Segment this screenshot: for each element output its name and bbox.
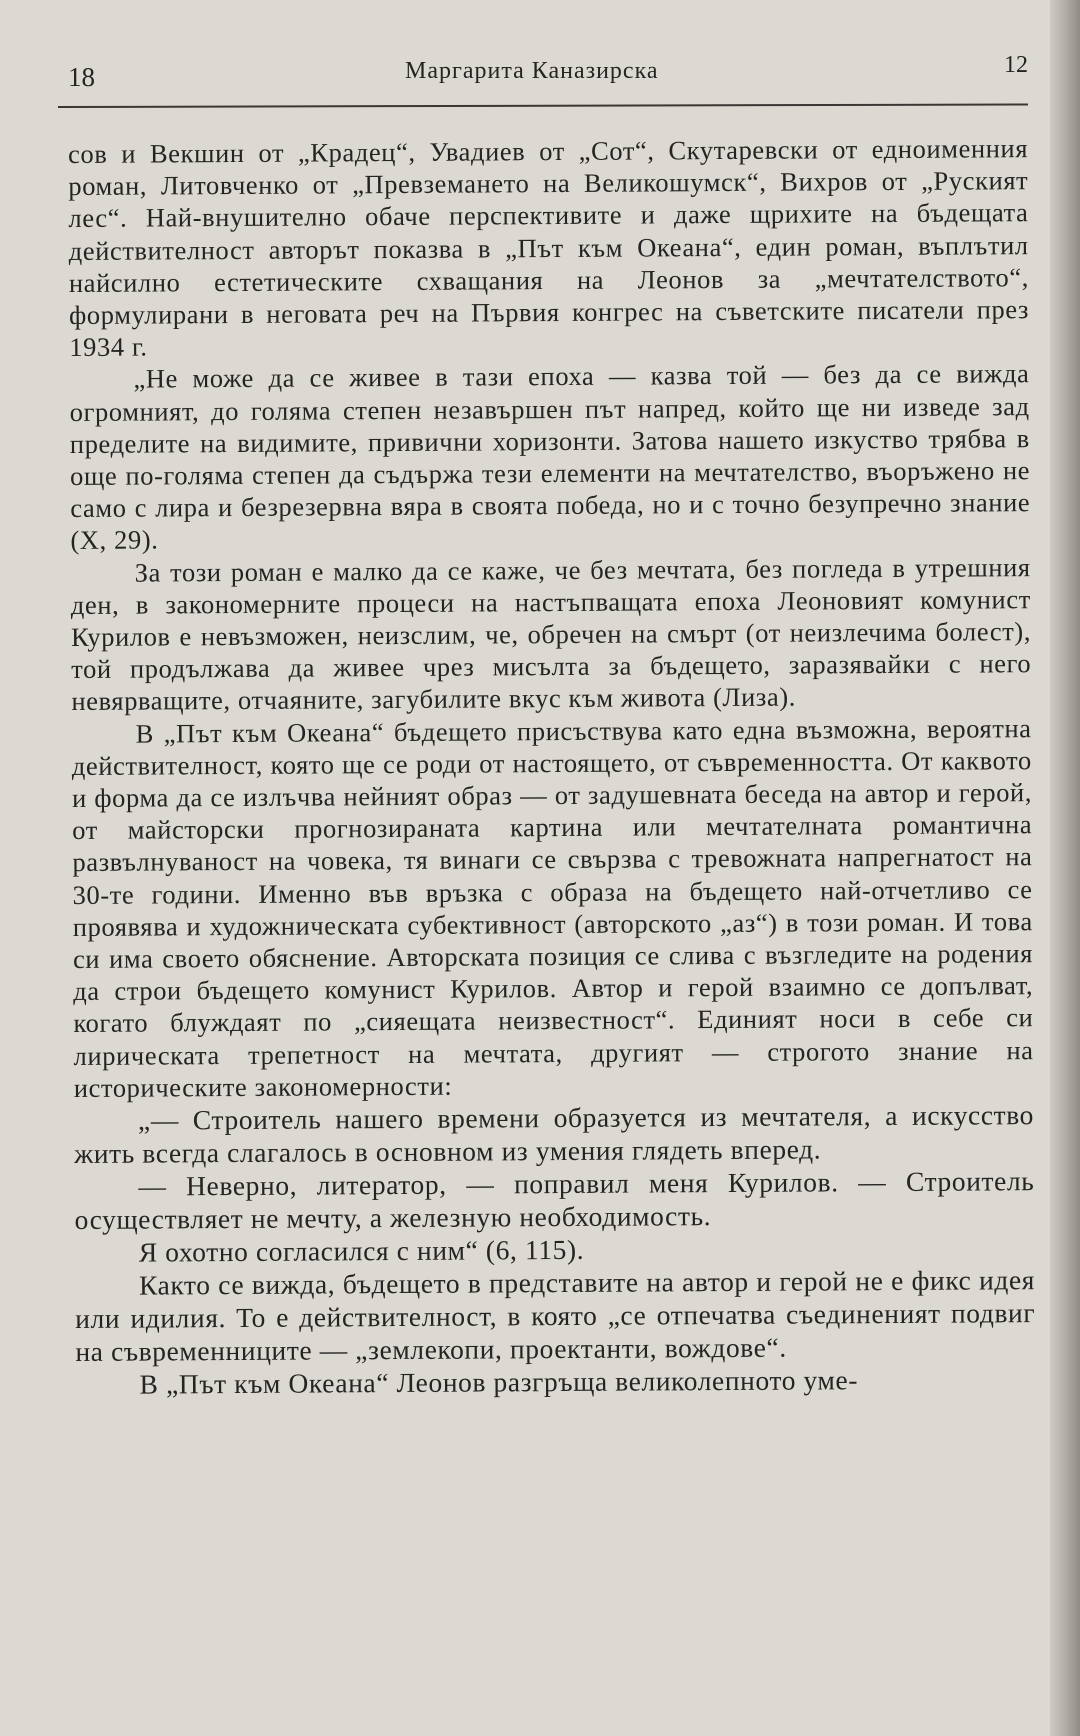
quote-paragraph: — Неверно, литератор, — поправил меня Курилов. — Строитель осуществляет не мечту, а железную необходимость. <box>74 1165 1035 1236</box>
quote-paragraph: Я охотно согласился с ним“ (6, 115). <box>138 1233 585 1268</box>
body-text <box>68 132 1036 1401</box>
book-spine-shadow <box>1050 0 1080 1736</box>
paragraph: Както се вижда, бъдещето в представите на автор и герой не е фикс идея или идилия. То е действителност, в която „се отпечатва съединеният подвиг на съвременниците — „землекопи, проектанти, вождове“. <box>75 1264 1036 1368</box>
quote-paragraph: „— Строитель нашего времени образуется из мечтателя, а искусство жить всегда слагалось в основном из умения глядеть вперед. <box>74 1099 1035 1170</box>
page-number-left: 18 <box>68 62 95 92</box>
page-header <box>68 52 1028 96</box>
header-rule <box>58 103 1028 108</box>
paragraph: В „Път към Океана“ бъдещето присъствува като една възможна, вероятна действителност, която ще се роди от настоящето, от съвременността. От каквото и форма да се излъчва нейният образ — от задушевната беседа на автор и герой, от майсторски прогнозираната картина или мечтателната романтична развълнуваност на човека, тя винаги се свързва с тревожната напрегнатост на 30-те години. Именно във връзка с образа на бъдещето най-отчетливо се проявява и художническата субективност (авторското „аз“) в този роман. И това си има своето обяснение. Авторската позиция се слива с възгледите на родения да строи бъдещето комунист Курилов. Автор и герой взаимно се допълват, когато блуждаят по „сияещата неизвестност“. Единият носи в себе си лирическата трепетност на мечтата, другият — строгото знание на историческите закономерности: <box>71 712 1034 1103</box>
page-number-right: 12 <box>1004 52 1028 78</box>
paragraph: В „Път към Океана“ Леонов разгръща великолепното уме- <box>139 1364 859 1400</box>
paragraph: За този роман е малко да се каже, че без мечтата, без погледа в утрешния ден, в закономерните процеси на настъпващата епоха Леоновият комунист Курилов е невъзможен, неизслим, че, обречен на смърт (от неизлечима болест), той продължава да живее чрез мисълта за бъдещето, заразявайки с него невярващите, отчаяните, загубилите вкус към живота (Лиза). <box>70 551 1032 717</box>
paragraph: сов и Векшин от „Крадец“, Увадиев от „Сот“, Скутаревски от едноименния роман, Литовченко от „Превземането на Великошумск“, Вихров от „Руският лес“. Най-внушително обаче перспективите и даже щрихите на бъдещата действителност авторът показва в „Път към Океана“, един роман, въплътил найсилно естетическите схващания на Леонов за „мечтателството“, формулирани в неговата реч на Първия конгрес на съветските писатели през 1934 г. <box>68 133 1030 363</box>
running-title: Маргарита Каназирска <box>405 58 659 84</box>
paragraph: „Не може да се живее в тази епоха — казва той — без да се вижда огромният, до голяма степен незавършен път напред, който ще ни изведе зад пределите на видимите, привични хоризонти. Затова нашето изкуство трябва в още по-голяма степен да съдържа тези елементи на мечтателство, въоръжено не само с лира и безрезервна вяра в своята победа, но и с точно безупречно знание (Х, 29). <box>69 358 1031 556</box>
